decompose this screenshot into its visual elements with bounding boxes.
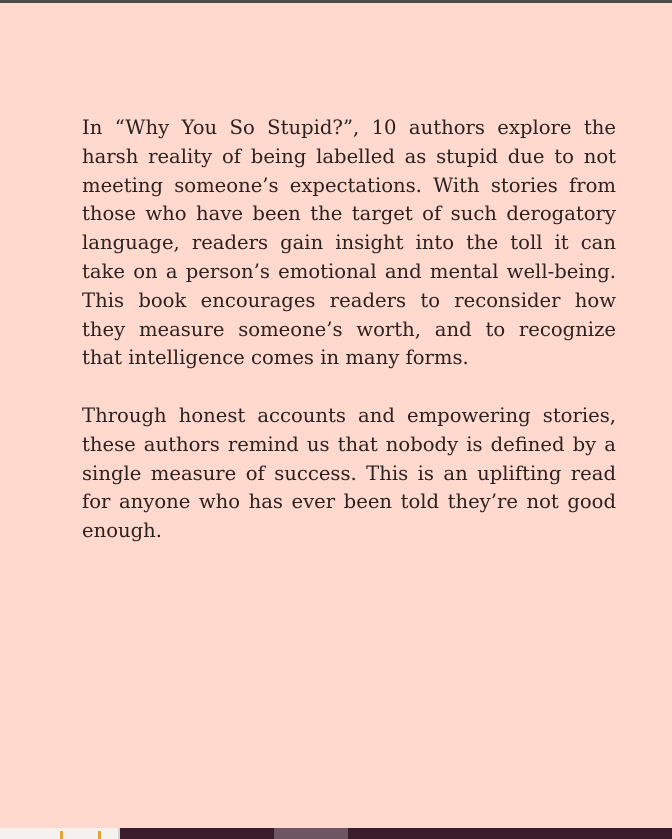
page-thumbnail[interactable] (0, 828, 120, 839)
description-paragraph-1: In “Why You So Stupid?”, 10 authors explore the harsh reality of being labelled as stupid due to not meeting someone’s expectations. With stories from those who have been the target of such derogatory language, readers gain insight into the toll it can take on a person’s emotional and mental well-being. This book encourages readers to reconsider how they measure someone’s worth, and to recognize that intelligence comes in many forms. (82, 116, 616, 370)
scrollbar-thumb[interactable] (274, 828, 348, 839)
book-description (82, 114, 616, 575)
bottom-scrollbar[interactable] (0, 828, 672, 839)
thumbnail-accent-mark (60, 831, 63, 839)
document-page (0, 3, 672, 828)
description-paragraph-2: Through honest accounts and empowering stories, these authors remind us that nobody is defined by a single measure of success. This is an uplifting read for anyone who has ever been told they’re not good enough. (82, 403, 616, 543)
thumbnail-accent-mark (98, 831, 101, 839)
